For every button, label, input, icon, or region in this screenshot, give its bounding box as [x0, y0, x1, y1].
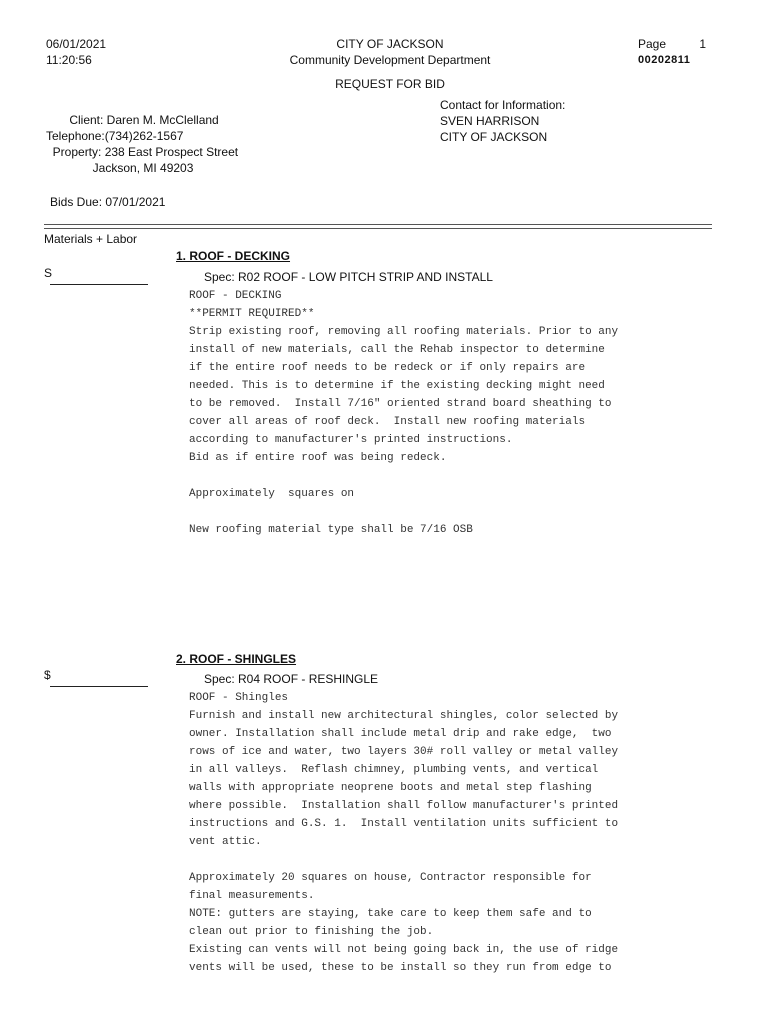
report-date: 06/01/2021	[46, 37, 107, 51]
page-label: Page	[638, 37, 667, 51]
description-line: where possible. Installation shall follow manufacturer's printed	[189, 800, 619, 812]
description-line: owner. Installation shall include metal drip and rake edge, two	[189, 728, 612, 740]
bid-amount-line[interactable]	[50, 284, 148, 285]
report-time: 11:20:56	[46, 53, 92, 67]
description-line: Existing can vents will not being going back in, the use of ridge	[189, 944, 619, 956]
description-line: instructions and G.S. 1. Install ventilation units sufficient to	[189, 818, 619, 830]
description-line: **PERMIT REQUIRED**	[189, 308, 315, 320]
section-label: Materials + Labor	[44, 232, 138, 246]
item-description-shingles	[189, 689, 618, 977]
item-title-decking: 1. ROOF - DECKING	[176, 249, 291, 263]
report-datetime	[46, 36, 106, 68]
contact-block	[440, 97, 565, 145]
divider-top	[44, 224, 712, 225]
contact-label: Contact for Information:	[440, 98, 566, 112]
bids-due: Bids Due: 07/01/2021	[50, 195, 166, 209]
description-line: Approximately squares on	[189, 488, 355, 500]
contact-org: CITY OF JACKSON	[440, 130, 548, 144]
description-line: Bid as if entire roof was being redeck.	[189, 452, 447, 464]
org-name: CITY OF JACKSON	[336, 37, 444, 51]
document-number: 00202811	[638, 54, 691, 66]
description-line: Furnish and install new architectural shingles, color selected by	[189, 710, 619, 722]
description-line	[189, 503, 618, 521]
description-line	[189, 467, 618, 485]
divider-bottom	[44, 228, 712, 229]
description-line	[189, 851, 618, 869]
description-line: in all valleys. Reflash chimney, plumbing vents, and vertical	[189, 764, 599, 776]
description-line: rows of ice and water, two layers 30# roll valley or metal valley	[189, 746, 619, 758]
description-line: walls with appropriate neoprene boots and metal step flashing	[189, 782, 592, 794]
description-line: ROOF - Shingles	[189, 692, 289, 704]
bid-amount-label: S	[44, 266, 53, 280]
client-block	[46, 112, 238, 176]
description-line: vent attic.	[189, 836, 262, 848]
description-line: needed. This is to determine if the existing decking might need	[189, 380, 605, 392]
description-line: to be removed. Install 7/16" oriented strand board sheathing to	[189, 398, 612, 410]
bid-amount-line[interactable]	[50, 686, 148, 687]
item-title-shingles: 2. ROOF - SHINGLES	[176, 652, 297, 666]
page-info	[638, 36, 706, 68]
client-phone: Telephone:(734)262-1567	[46, 129, 184, 143]
property-address: Property: 238 East Prospect Street	[46, 145, 239, 159]
description-line: cover all areas of roof deck. Install new roofing materials	[189, 416, 586, 428]
page-number: 1	[699, 37, 706, 51]
client-name: Client: Daren M. McClelland	[46, 113, 219, 127]
description-line: vents will be used, these to be install so they run from edge to	[189, 962, 612, 974]
item-spec-decking: Spec: R02 ROOF - LOW PITCH STRIP AND INSTALL	[204, 270, 493, 284]
description-line: NOTE: gutters are staying, take care to keep them safe and to	[189, 908, 592, 920]
description-line: according to manufacturer's printed instructions.	[189, 434, 513, 446]
org-header	[240, 36, 540, 68]
description-line: clean out prior to finishing the job.	[189, 926, 434, 938]
property-city: Jackson, MI 49203	[46, 161, 194, 175]
item-spec-shingles: Spec: R04 ROOF - RESHINGLE	[204, 672, 379, 686]
description-line: install of new materials, call the Rehab inspector to determine	[189, 344, 605, 356]
description-line: if the entire roof needs to be redeck or if only repairs are	[189, 362, 586, 374]
description-line: New roofing material type shall be 7/16 OSB	[189, 524, 473, 536]
dept-name: Community Development Department	[289, 53, 491, 67]
description-line: final measurements.	[189, 890, 315, 902]
item-description-decking	[189, 287, 618, 539]
contact-name: SVEN HARRISON	[440, 114, 540, 128]
description-line: Approximately 20 squares on house, Contractor responsible for	[189, 872, 592, 884]
description-line: Strip existing roof, removing all roofing materials. Prior to any	[189, 326, 619, 338]
description-line: ROOF - DECKING	[189, 290, 282, 302]
document-title: REQUEST FOR BID	[335, 77, 445, 91]
bid-amount-label: $	[44, 668, 51, 682]
